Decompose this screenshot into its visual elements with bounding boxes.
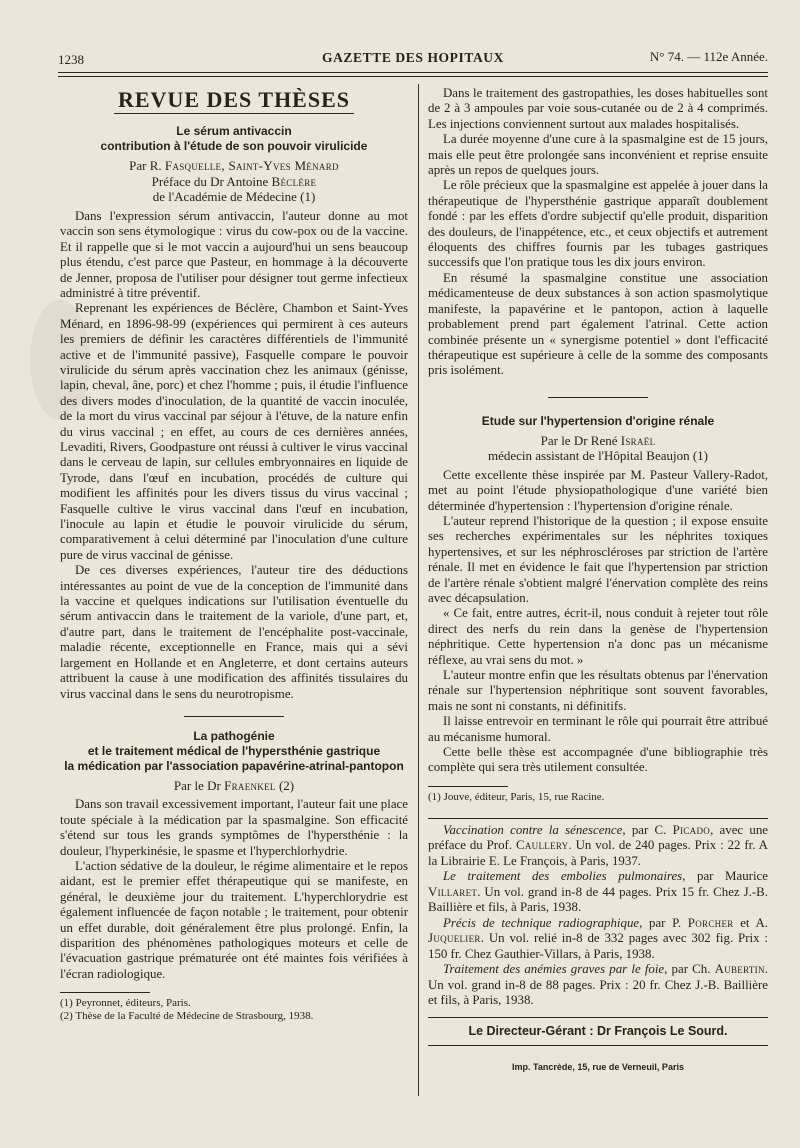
journal-title: GAZETTE DES HOPITAUX	[321, 50, 505, 65]
bibliography-entry: Précis de technique radiographique, par P. Porcher et A. Juquelier. Un vol. relié in-8 de 332 pages avec 302 fig. Prix : 150 fr. Chez Gauthier-Villars, à Paris, 1938.	[428, 915, 768, 961]
article3-paragraph: Il laisse entrevoir en terminant le rôle qui pourrait être attribué au mécanisme humoral.	[428, 714, 768, 744]
article1-academy: de l'Académie de Médecine (1)	[152, 189, 316, 205]
heading-rule	[114, 113, 354, 114]
left-column	[60, 88, 408, 1023]
page-number: 1238	[58, 52, 84, 67]
page-header	[58, 48, 768, 68]
article-separator	[184, 716, 284, 717]
footnote-rule	[60, 992, 150, 993]
footnote: (2) Thèse de la Faculté de Médecine de Strasbourg, 1938.	[60, 1010, 314, 1023]
director-line: Le Directeur-Gérant : Dr François Le Sourd.	[468, 1023, 728, 1038]
section-heading: REVUE DES THÈSES	[117, 87, 350, 112]
director-rule	[428, 1045, 768, 1046]
article1-paragraph: Dans l'expression sérum antivaccin, l'auteur donne au mot vaccin son sens étymologique : virus du cow-pox ou de la vaccine. Et il rappelle que si le mot vaccin a aujourd'hui un sens beaucoup plus étendu, c'est parce que Pasteur, en hommage à la découverte de Jenner, proposa de l'utiliser pour désigner tout germe infectieux administré à titre préventif.	[60, 208, 408, 300]
article3-affiliation: médecin assistant de l'Hôpital Beaujon (1)	[487, 448, 709, 464]
director-rule	[428, 1017, 768, 1018]
article3-title: Etude sur l'hypertension d'origine rénale	[481, 413, 715, 428]
article1-paragraph: Reprenant les expériences de Béclère, Chambon et Saint-Yves Ménard, en 1896-98-99 (expériences qui permirent à ces auteurs les premiers de définir les caractères différentiels de l'immunité active et de l'immunité passive), Fasquelle compare le pouvoir virulicide du sérum après vaccination chez les animaux (génisse, lapin, cheval, âne, porc) et chez l'homme ; puis, il étudie l'influence des divers modes d'inoculation, de la quantité de vaccin inoculée, de la mort du virus vaccinal par séjour à l'étuve, de la nature enfin du virus vaccinal ; en effet, au cours de ces dernières années, Levaditi, Rivers, Goodpasture ont réussi à cultiver le virus vaccinal dans le cerveau de lapin, sur cellules embryonnaires en liquide de Tyrode, dans l'œuf en incubation, procédés de culture qui modifient les affinités pour les divers tissus du virus vaccinal ; Fasquelle cultive le virus vaccinal dans l'œuf en incubation, l'inocule au lapin et étudie le pouvoir virulicide du sérum, comparativement à celui déterminé par l'inoculation d'une culture pure de virus vaccinal de génisse.	[60, 301, 408, 562]
column-divider	[418, 84, 419, 1096]
header-rule-thin	[58, 76, 768, 77]
bibliography-entry: Le traitement des embolies pulmonaires, par Maurice Villaret. Un vol. grand in-8 de 44 pages. Prix 15 fr. Chez J.-B. Baillière et fils, à Paris, 1938.	[428, 869, 769, 915]
article2-paragraph: Le rôle précieux que la spasmalgine est appelée à jouer dans la thérapeutique de l'hypersthénie gastrique apparaît doublement fondé : par les effets d'ordre subjectif qu'elle produit, disparition des douleurs, de l'inappétence, etc., et ceux objectifs et autrement éloquents des chiffres fournis par les tubages gastriques successifs que l'on pratique tous les dix jours environ.	[428, 178, 768, 270]
article1-authors: Par R. Fasquelle, Saint-Yves Ménard	[129, 158, 339, 174]
article3-paragraph: Cette excellente thèse inspirée par M. Pasteur Vallery-Radot, met au point l'étude physiopathologique d'une variété bien déterminée d'hypertension : l'hypertension d'origine rénale.	[428, 467, 768, 513]
article2-subtitle: la médication par l'association papavérine-atrinal-pantopon	[64, 758, 404, 773]
article1-title: Le sérum antivaccin	[176, 124, 292, 139]
article2-title: La pathogénie	[193, 728, 275, 743]
article3-paragraph: Cette belle thèse est accompagnée d'une bibliographie très complète qui sera très utilement consultée.	[428, 745, 768, 775]
article3-paragraph: L'auteur montre enfin que les résultats obtenus par l'énervation rénale sur l'hypertension néphritique sont souvent favorables, mais ne sont ni constants, ni définitifs.	[428, 668, 768, 713]
article2-paragraph: En résumé la spasmalgine constitue une association médicamenteuse de deux substances à son action spasmolytique manifeste, la papavérine et le pantopon, action à laquelle probablement prend part également l'atrinal. Cette action combinée présente un « synergisme potentiel » dont l'efficacité thérapeutique est supérieure à celle de la somme des composants pris isolément.	[428, 270, 768, 378]
article2-paragraph: Dans le traitement des gastropathies, les doses habituelles sont de 2 à 3 ampoules par voie sous-cutanée ou de 2 à 4 comprimés. Les injections conviennent surtout aux malades hospitalisés.	[428, 86, 768, 131]
bibliography-entry: Vaccination contre la sénescence, par C. Picado, avec une préface du Prof. Caullery. Un vol. de 240 pages. Prix : 22 fr. A la Librairie E. Le François, à Paris, 1937.	[428, 822, 769, 868]
article3-paragraph: « Ce fait, entre autres, écrit-il, nous conduit à rejeter tout rôle direct des nerfs du rein dans la genèse de l'hypertension néphritique. Cette hypertension n'a donc pas un mécanisme réflexe, au vrai sens du mot. »	[428, 606, 768, 667]
printer-line: Imp. Tancrède, 15, rue de Verneuil, Paris	[512, 1062, 684, 1073]
footnote: (1) Jouve, éditeur, Paris, 15, rue Racine.	[428, 790, 605, 803]
article3-author: Par le Dr René Israël	[540, 432, 656, 448]
bibliography-entry: Traitement des anémies graves par le foie, par Ch. Aubertin. Un vol. grand in-8 de 88 pages. Prix : 20 fr. Chez J.-B. Baillière et fils, à Paris, 1938.	[428, 962, 768, 1008]
article1-subtitle: contribution à l'étude de son pouvoir virulicide	[100, 139, 368, 154]
article2-paragraph: La durée moyenne d'une cure à la spasmalgine est de 15 jours, mais elle peut être prolongée sans inconvénient et reprise ensuite après un repos de quelques jours.	[428, 132, 768, 178]
article3-paragraph: L'auteur reprend l'historique de la question ; il expose ensuite ses recherches expérimentales sur les néphrites toxiques hypertensives, et sur les néphroscléroses par striction de l'artère rénale. Il met en évidence le fait que l'hypertension par striction de l'artère rénale s'obtient malgré l'énervation complète des reins avec décapsulation.	[428, 513, 768, 605]
article2-paragraph: Dans son travail excessivement important, l'auteur fait une place toute spéciale à la médication par la spasmalgine. Son efficacité s'étend sur tous les grands symptômes de l'hypersthénie : la douleur, l'hyperkinésie, le spasme et l'hyperchlorhydrie.	[60, 797, 408, 858]
footnote-rule	[428, 786, 508, 787]
header-rule	[58, 72, 768, 73]
bibliography-rule	[428, 818, 768, 819]
footnote: (1) Peyronnet, éditeurs, Paris.	[60, 997, 191, 1010]
issue-number: N° 74. — 112e Année.	[649, 49, 768, 64]
article2-author: Par le Dr Fraenkel (2)	[173, 777, 295, 793]
article1-paragraph: De ces diverses expériences, l'auteur tire des déductions intéressantes au point de vue de la conception de l'immunité dans la vaccine et quelques indications sur l'utilisation éventuelle du sérum antivaccin dans le traitement de la variole, d'une part, et, d'autre part, dans le traitement de l'encéphalite post-vaccinale, maladie récente, exceptionnelle en France, mais qui a sévi largement en Hollande et en Angleterre, et dont certains auteurs attribuent la cause à une modification des affinités tissulaires du virus vaccinal dans le sens du neurotropisme.	[60, 563, 408, 701]
article-separator	[548, 397, 648, 398]
right-column	[428, 86, 768, 1076]
article1-preface: Préface du Dr Antoine Béclère	[151, 173, 317, 189]
article2-paragraph: L'action sédative de la douleur, le régime alimentaire et le repos aidant, est le premier effet thérapeutique qui se manifeste, en général, le deuxième jour du traitement. L'hyperchlorydrie est également influencée de façon notable ; le traitement, pour obtenir un effet durable, doit généralement être plus prolongé. Enfin, la disparition des phénomènes pathologiques moteurs et celle de l'évacuation gastrique prématurée ont été maintes fois vérifiées à l'écran radiologique.	[60, 859, 408, 981]
article2-subtitle: et le traitement médical de l'hypersthénie gastrique	[87, 743, 381, 758]
